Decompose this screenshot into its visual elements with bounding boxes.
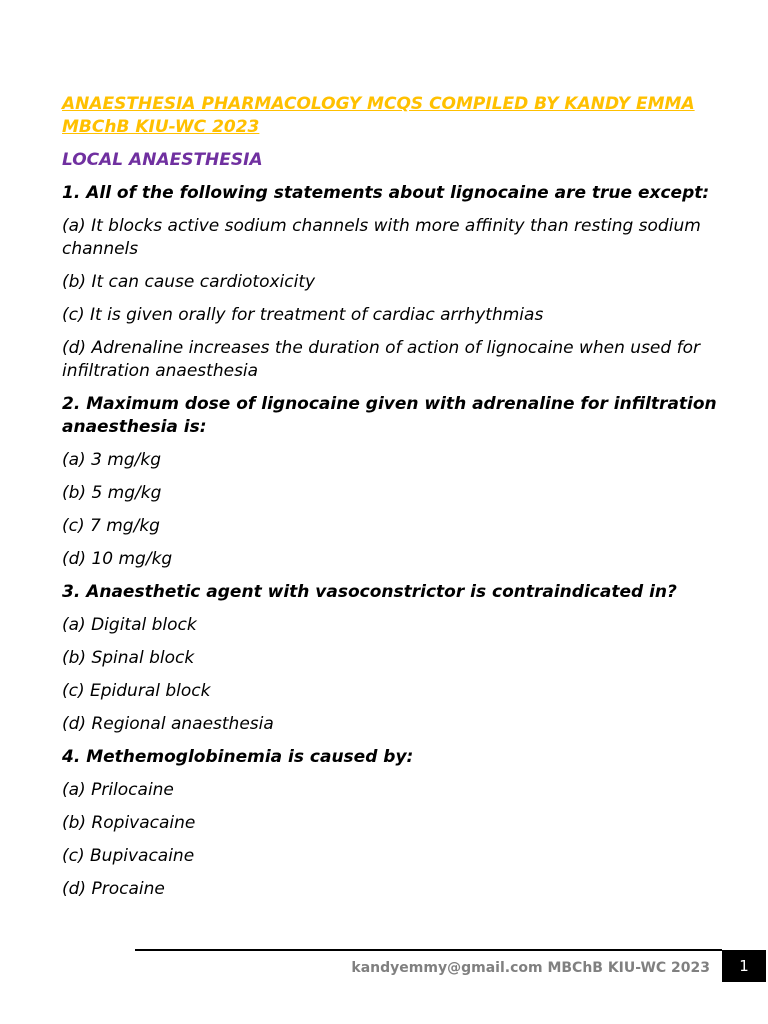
option-a: (a) Prilocaine (62, 780, 174, 800)
question-text: 4. Methemoglobinemia is caused by: (62, 747, 414, 767)
question-text: 3. Anaesthetic agent with vasoconstrictor is contraindicated in? (62, 582, 677, 602)
question-1 (62, 182, 722, 383)
question-text: 1. All of the following statements about lignocaine are true except: (62, 183, 710, 203)
question-3 (62, 581, 722, 736)
footer-text: kandyemmy@gmail.com MBChB KIU-WC 2023 (351, 960, 710, 976)
document-title: ANAESTHESIA PHARMACOLOGY MCQS COMPILED BY KANDY EMMA MBChB KIU-WC 2023 (62, 94, 695, 137)
option-d: (d) 10 mg/kg (62, 549, 173, 569)
option-d: (d) Regional anaesthesia (62, 714, 274, 734)
question-2 (62, 393, 722, 571)
option-d: (d) Adrenaline increases the duration of action of lignocaine when used for infiltration anaesthesia (62, 338, 700, 381)
option-a: (a) 3 mg/kg (62, 450, 162, 470)
option-b: (b) Spinal block (62, 648, 195, 668)
section-heading: LOCAL ANAESTHESIA (62, 150, 263, 170)
option-b: (b) It can cause cardiotoxicity (62, 272, 316, 292)
option-c: (c) Epidural block (62, 681, 211, 701)
option-b: (b) Ropivacaine (62, 813, 196, 833)
page-content (62, 93, 722, 911)
footer-divider (135, 949, 722, 951)
question-text: 2. Maximum dose of lignocaine given with adrenaline for infiltration anaesthesia is: (62, 394, 717, 437)
option-c: (c) It is given orally for treatment of cardiac arrhythmias (62, 305, 544, 325)
option-a: (a) It blocks active sodium channels with more affinity than resting sodium channels (62, 216, 701, 259)
option-a: (a) Digital block (62, 615, 197, 635)
option-d: (d) Procaine (62, 879, 165, 899)
option-c: (c) 7 mg/kg (62, 516, 160, 536)
question-4 (62, 746, 722, 901)
option-b: (b) 5 mg/kg (62, 483, 162, 503)
option-c: (c) Bupivacaine (62, 846, 195, 866)
page-number: 1 (722, 950, 766, 982)
